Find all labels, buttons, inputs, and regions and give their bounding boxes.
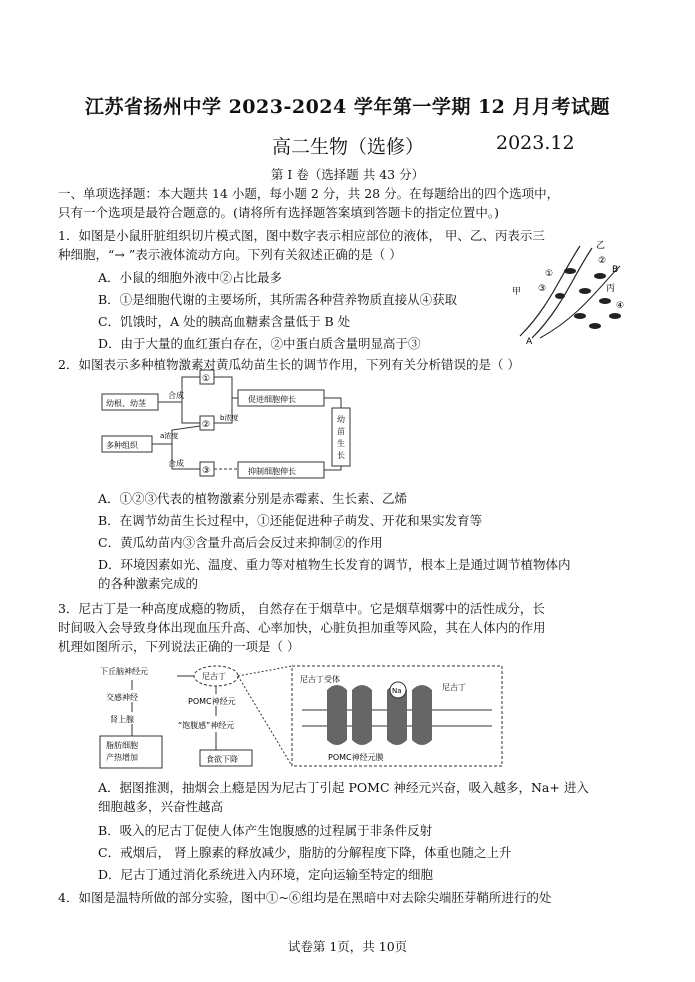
q2-fig-growth-3: 生 xyxy=(337,439,345,448)
q2-option-d-line2: 的各种激素完成的 xyxy=(98,576,199,591)
q1-fig-label-yi: 乙 xyxy=(596,241,606,251)
q1-fig-label-1: ① xyxy=(545,269,554,279)
q2-fig-synth1: 合成 xyxy=(168,391,184,400)
q1-fig-label-2: ② xyxy=(598,256,607,266)
q3-option-d: D．尼古丁通过消化系统进入内环境，定向运输至特定的细胞 xyxy=(98,867,434,882)
q2-fig-promote: 促进细胞伸长 xyxy=(248,395,296,404)
q1-option-b: B．①是细胞代谢的主要场所，其所需各种营养物质直接从④获取 xyxy=(98,292,458,307)
q3-fig-adrenal: 肾上腺 xyxy=(110,715,134,724)
q2-fig-n3: ③ xyxy=(202,466,211,476)
q2-fig-inhibit: 抑制细胞伸长 xyxy=(248,467,296,476)
q2-fig-root: 幼根、幼茎 xyxy=(106,399,146,408)
q3-nicotine-figure xyxy=(92,660,512,772)
exam-title: 江苏省扬州中学 2023-2024 学年第一学期 12 月月考试题 xyxy=(84,96,611,118)
q3-fig-nic2: 尼古丁 xyxy=(442,683,466,692)
q3-fig-hypo: 下丘脑神经元 xyxy=(100,667,148,676)
q2-hormone-figure xyxy=(92,368,382,484)
q1-fig-label-bing: 丙 xyxy=(606,284,616,294)
instructions-line1: 一、单项选择题：本大题共 14 小题，每小题 2 分，共 28 分。在每题给出的四个选项中， xyxy=(58,186,560,201)
q1-fig-label-a: A xyxy=(526,337,533,346)
q2-fig-growth-4: 长 xyxy=(337,451,345,460)
q3-fig-na: Na xyxy=(392,687,402,695)
q1-option-c: C．饥饿时，A 处的胰高血糖素含量低于 B 处 xyxy=(98,314,351,329)
q1-fig-label-3: ③ xyxy=(538,284,547,294)
q3-option-c: C．戒烟后， 肾上腺素的释放减少，脂肪的分解程度下降，体重也随之上升 xyxy=(98,845,512,860)
q2-fig-synth2: 合成 xyxy=(168,459,184,468)
q2-option-b: B．在调节幼苗生长过程中，①还能促进种子萌发、开花和果实发育等 xyxy=(98,513,483,528)
q1-stem-line2: 种细胞，“→ ”表示液体流动方向。下列有关叙述正确的是（ ） xyxy=(58,247,402,262)
q2-fig-a-conc: a浓度 xyxy=(160,432,179,440)
q2-option-a: A．①②③代表的植物激素分别是赤霉素、生长素、乙烯 xyxy=(98,491,408,506)
q3-fig-appetite: 食欲下降 xyxy=(206,755,238,764)
q3-fig-fat1: 脂肪细胞 xyxy=(106,741,138,750)
q3-stem-line1: 3．尼古丁是一种高度成瘾的物质， 自然存在于烟草中。它是烟草烟雾中的活性成分，长 xyxy=(58,601,545,616)
q3-option-b: B．吸入的尼古丁促使人体产生饱腹感的过程属于非条件反射 xyxy=(98,823,433,838)
exam-date: 2023.12 xyxy=(496,132,575,154)
q3-fig-membrane: POMC神经元膜 xyxy=(328,753,384,762)
q3-fig-satiety: “饱腹感”神经元 xyxy=(178,721,235,730)
q3-fig-symp: 交感神经 xyxy=(106,693,138,702)
q3-fig-fat2: 产热增加 xyxy=(106,753,138,762)
q2-fig-multi: 多种组织 xyxy=(106,441,138,450)
q3-option-a-line1: A．据图推测，抽烟会上瘾是因为尼古丁引起 POMC 神经元兴奋，吸入越多，Na+ 进入 xyxy=(98,780,589,795)
q3-stem-line3: 机理如图所示，下列说法正确的一项是（ ） xyxy=(58,639,300,654)
q3-option-a-line2: 细胞越多，兴奋性越高 xyxy=(98,799,224,814)
q3-fig-nicotine: 尼古丁 xyxy=(202,672,226,681)
instructions-line2: 只有一个选项是最符合题意的。(请将所有选择题答案填到答题卡的指定位置中。) xyxy=(58,205,500,220)
q2-option-d-line1: D．环境因素如光、温度、重力等对植物生长发育的调节，根本上是通过调节植物体内 xyxy=(98,557,571,572)
q4-stem: 4．如图是温特所做的部分实验，图中①~⑥组均是在黑暗中对去除尖端胚芽鞘所进行的处 xyxy=(58,890,552,905)
q1-fig-label-b: B xyxy=(612,265,619,275)
exam-subject: 高二生物（选修） xyxy=(272,136,425,158)
q1-option-d: D．由于大量的血红蛋白存在，②中蛋白质含量明显高于③ xyxy=(98,336,421,351)
q1-fig-label-jia: 甲 xyxy=(512,287,522,297)
q2-fig-b-conc: b浓度 xyxy=(220,414,239,422)
q3-fig-pomc: POMC神经元 xyxy=(188,697,236,706)
q2-fig-n2: ② xyxy=(202,420,211,430)
q2-stem: 2．如图表示多种植物激素对黄瓜幼苗生长的调节作用，下列有关分析错误的是（ ） xyxy=(58,357,520,372)
page-footer: 试卷第 1页，共 10页 xyxy=(287,939,408,954)
q1-stem-line1: 1．如图是小鼠肝脏组织切片模式图，图中数字表示相应部位的液体， 甲、乙、丙表示三 xyxy=(58,228,545,243)
q1-liver-tissue-figure xyxy=(510,236,630,346)
q2-fig-n1: ① xyxy=(202,374,211,384)
q2-fig-growth-2: 苗 xyxy=(337,427,345,436)
section-heading: 第 I 卷（选择题 共 43 分） xyxy=(270,167,425,182)
q3-fig-receptor: 尼古丁受体 xyxy=(300,675,340,684)
q1-fig-label-4: ④ xyxy=(616,301,625,311)
q3-stem-line2: 时间吸入会导致身体出现血压升高、心率加快，心脏负担加重等风险，其在人体内的作用 xyxy=(58,620,546,635)
q2-option-c: C．黄瓜幼苗内③含量升高后会反过来抑制②的作用 xyxy=(98,535,383,550)
q1-option-a: A．小鼠的细胞外液中②占比最多 xyxy=(98,270,283,285)
q2-fig-growth-1: 幼 xyxy=(337,415,345,424)
